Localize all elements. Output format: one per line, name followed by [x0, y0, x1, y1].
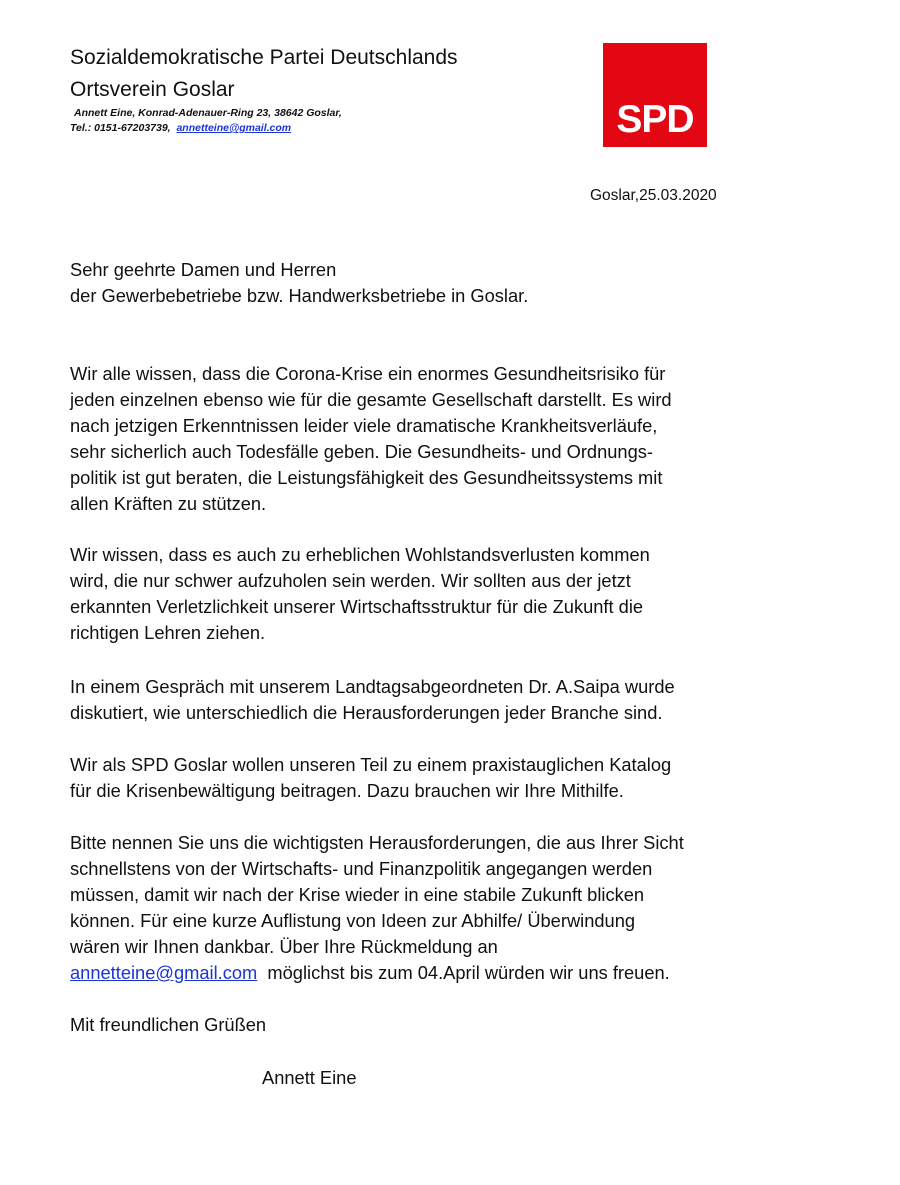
text-line: jeden einzelnen ebenso wie für die gesamte Gesellschaft darstellt. Es wird [70, 389, 672, 410]
date-line: Goslar,25.03.2020 [590, 187, 717, 204]
text-line: Wir alle wissen, dass die Corona-Krise ein enormes Gesundheitsrisiko für [70, 363, 666, 384]
sender-contact [70, 121, 291, 135]
org-name: Sozialdemokratische Partei Deutschlands [70, 46, 458, 69]
text-line: schnellstens von der Wirtschafts- und Finanzpolitik angegangen werden [70, 858, 653, 879]
paragraph-4 [70, 752, 770, 804]
closing-text: Mit freundlichen Grüßen [70, 1014, 267, 1035]
text-line [70, 960, 770, 986]
text-line: erkannten Verletzlichkeit unserer Wirtschaftsstruktur für die Zukunft die [70, 596, 644, 617]
spd-logo-text: SPD [616, 98, 694, 141]
text-line: richtigen Lehren ziehen. [70, 622, 266, 643]
sender-address: Annett Eine, Konrad-Adenauer-Ring 23, 38642 Goslar, [74, 107, 342, 119]
greeting-line: der Gewerbebetriebe bzw. Handwerksbetriebe in Goslar. [70, 285, 529, 306]
text-line: Wir als SPD Goslar wollen unseren Teil zu einem praxistauglichen Katalog [70, 754, 672, 775]
signature: Annett Eine [262, 1067, 357, 1088]
sender-phone: Tel.: 0151-67203739, [70, 122, 171, 134]
text-line: können. Für eine kurze Auflistung von Ideen zur Abhilfe/ Überwindung [70, 910, 636, 931]
reply-email-link[interactable]: annetteine@gmail.com [70, 962, 258, 983]
reply-deadline-text: möglichst bis zum 04.April würden wir uns freuen. [257, 962, 670, 983]
text-line: Wir wissen, dass es auch zu erheblichen Wohlstandsverlusten kommen [70, 544, 650, 565]
closing [70, 1012, 770, 1038]
paragraph-3 [70, 674, 770, 726]
org-branch: Ortsverein Goslar [70, 78, 235, 101]
text-line: diskutiert, wie unterschiedlich die Herausforderungen jeder Branche sind. [70, 702, 663, 723]
text-line: allen Kräften zu stützen. [70, 493, 267, 514]
text-line: müssen, damit wir nach der Krise wieder in eine stabile Zukunft blicken [70, 884, 645, 905]
spd-logo [603, 43, 707, 147]
text-line: nach jetzigen Erkenntnissen leider viele dramatische Krankheitsverläufe, [70, 415, 658, 436]
paragraph-1 [70, 361, 770, 517]
text-line: Bitte nennen Sie uns die wichtigsten Herausforderungen, die aus Ihrer Sicht [70, 832, 684, 853]
paragraph-2 [70, 542, 770, 646]
greeting-line: Sehr geehrte Damen und Herren [70, 259, 337, 280]
text-line: sehr sicherlich auch Todesfälle geben. Die Gesundheits- und Ordnungs- [70, 441, 653, 462]
text-line: wird, die nur schwer aufzuholen sein werden. Wir sollten aus der jetzt [70, 570, 631, 591]
greeting [70, 257, 770, 309]
text-line: In einem Gespräch mit unserem Landtagsabgeordneten Dr. A.Saipa wurde [70, 676, 675, 697]
paragraph-5 [70, 830, 770, 986]
text-line: politik ist gut beraten, die Leistungsfähigkeit des Gesundheitssystems mit [70, 467, 663, 488]
sender-email-link[interactable]: annetteine@gmail.com [176, 122, 292, 134]
text-line: wären wir Ihnen dankbar. Über Ihre Rückmeldung an [70, 936, 498, 957]
text-line: für die Krisenbewältigung beitragen. Dazu brauchen wir Ihre Mithilfe. [70, 780, 624, 801]
